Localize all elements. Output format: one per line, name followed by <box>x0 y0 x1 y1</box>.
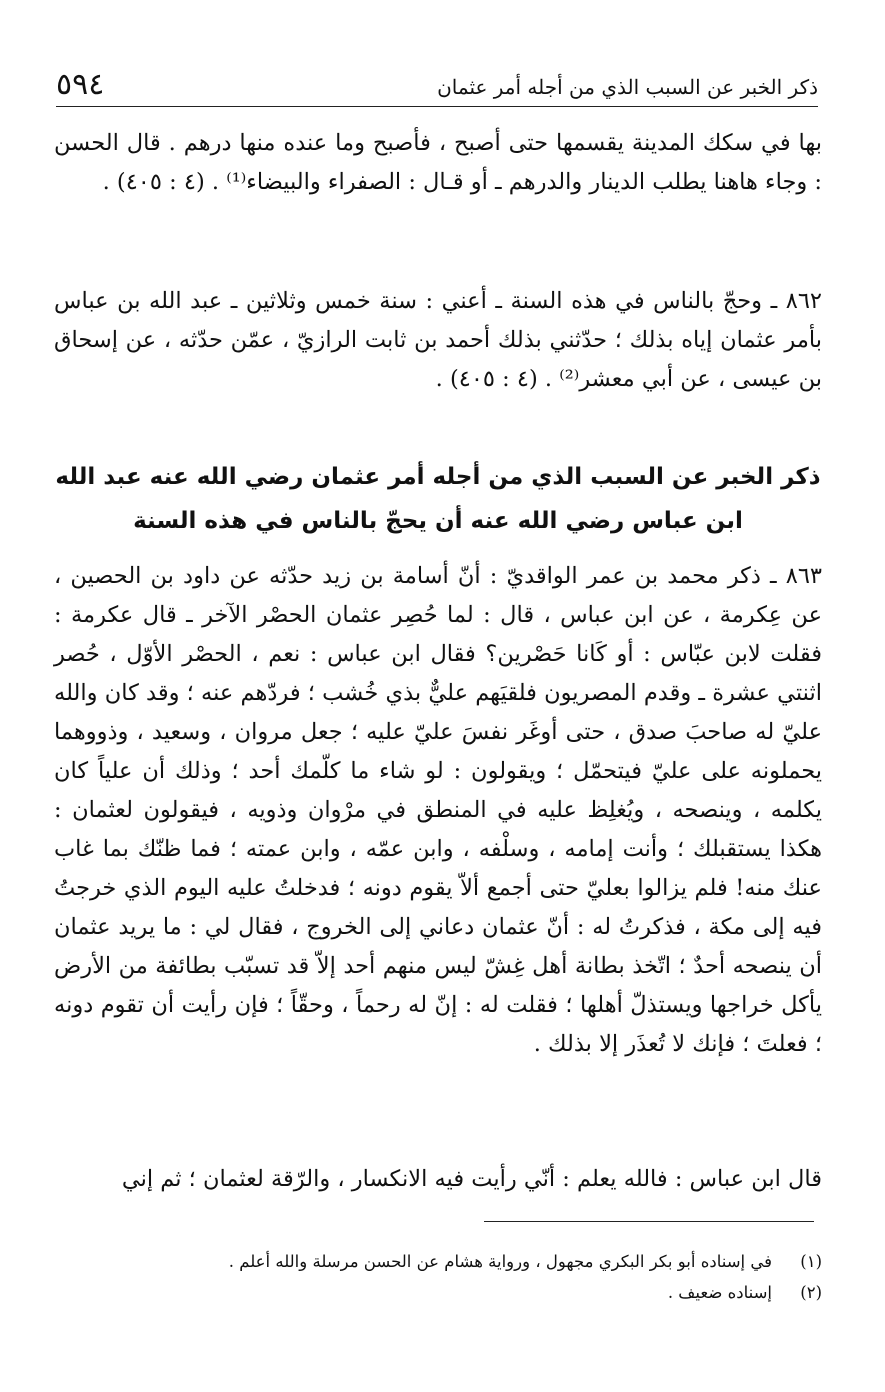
paragraph-last: قال ابن عباس : فالله يعلم : أنّي رأيت فيه الانكسار ، والرّقة لعثمان ؛ ثم إني <box>121 1166 822 1192</box>
footnote-text: إسناده ضعيف . <box>667 1283 772 1302</box>
section-heading-line-1: ذكر الخبر عن السبب الذي من أجله أمر عثمان رضي الله عنه عبد الله <box>55 464 821 490</box>
page-number: ٥٩٤ <box>56 67 105 102</box>
paragraph-continuation: بها في سكك المدينة يقسمها حتى أصبح ، فأصبح وما عنده منها درهم . قال الحسن : وجاء هاهنا يطلب الدينار والدرهم ـ أو قـال : الصفراء والبيضاء⁽¹⁾ . (٤ : ٤٠٥) . <box>54 130 822 195</box>
footnote-number: (١) <box>800 1252 822 1271</box>
running-header <box>56 62 818 107</box>
paragraph-862: ٨٦٢ ـ وحجّ بالناس في هذه السنة ـ أعني : سنة خمس وثلاثين ـ عبد الله بن عباس بأمر عثمان إياه بذلك ؛ حدّثني بذلك أحمد بن ثابت الرازيّ ، عمّن حدّثه ، عن إسحاق بن عيسى ، عن أبي معشر⁽²⁾ . (٤ : ٤٠٥) . <box>54 288 822 392</box>
paragraph-863: ٨٦٣ ـ ذكر محمد بن عمر الواقديّ : أنّ أسامة بن زيد حدّثه عن داود بن الحصين ، عن عِكرمة ، عن ابن عباس ، قال : لما حُصِر عثمان الحصْر الآخر ـ قال عكرمة : فقلت لابن عبّاس : أو كَانا حَصْرين؟ فقال ابن عباس : نعم ، الحصْر الأوّل ، حُصر اثنتي عشرة ـ وقدم المصريون فلقيَهم عليٌّ بذي خُشب ؛ فردّهم عنه ؛ وقد كان والله عليّ له صاحبَ صدق ، حتى أوغَر نفسَ عليّ عليه ؛ جعل مروان ، وسعيد ، وذووهما يحملونه على عليّ فيتحمّل ؛ ويقولون : لو شاء ما كلّمك أحد ؛ وذلك أن علياً كان يكلمه ، وينصحه ، ويُغلِظ عليه في المنطق في مرْوان وذويه ، فيقولون لعثمان : هكذا يستقبلك ؛ وأنت إمامه ، وسلْفه ، وابن عمّه ، وابن عمته ؛ فما ظنّك بما غاب عنك منه! فلم يزالوا بعليّ حتى أجمع ألاّ يقوم دونه ؛ فدخلتُ عليه اليوم الذي خرجتُ فيه إلى مكة ، فذكرتُ له : أنّ عثمان دعاني إلى الخروج ، فقال لي : ما يريد عثمان أن ينصحه أحدٌ ؛ اتّخذ بطانة أهل غِشّ ليس منهم أحد إلاّ قد تسبّب بطائفة من الأرض يأكل خراجها ويستذلّ أهلها ؛ فقلت له : إنّ له رحماً ، وحقّاً ؛ فإن رأيت أن تقوم دونه ؛ فعلتَ ؛ فإنك لا تُعذَر إلا بذلك . <box>54 563 822 1057</box>
footnote-number: (٢) <box>800 1283 822 1302</box>
footnotes <box>54 1246 822 1308</box>
section-heading-line-2: ابن عباس رضي الله عنه أن يحجّ بالناس في هذه السنة <box>133 508 743 534</box>
running-title: ذكر الخبر عن السبب الذي من أجله أمر عثمان <box>437 75 818 99</box>
footnote-text: في إسناده أبو بكر البكري مجهول ، ورواية هشام عن الحسن مرسلة والله أعلم . <box>228 1252 772 1271</box>
footnote-divider <box>484 1221 814 1222</box>
footnote-1 <box>54 1246 822 1277</box>
section-heading <box>54 455 822 543</box>
footnote-2 <box>54 1277 822 1308</box>
